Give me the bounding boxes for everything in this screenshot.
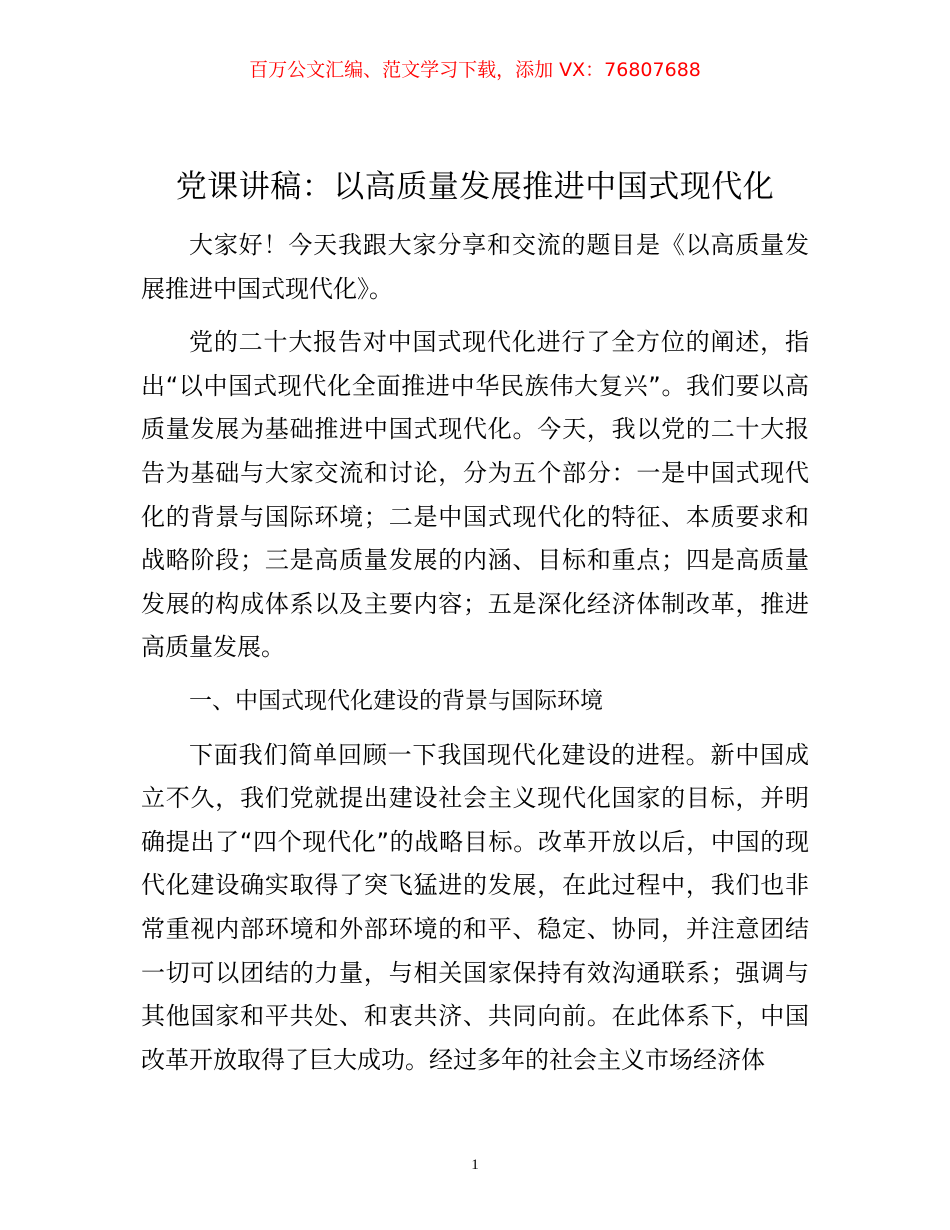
section-heading: 一、中国式现代化建设的背景与国际环境 [189,687,603,714]
header-note: 百万公文汇编、范文学习下载，添加 VX：76807688 [249,59,701,81]
document-body [141,224,809,1092]
document-title: 党课讲稿：以高质量发展推进中国式现代化 [175,169,775,205]
page-number: 1 [471,1157,479,1173]
section-paragraph: 下面我们简单回顾一下我国现代化建设的进程。新中国成立不久，我们党就提出建设社会主义现代化国家的目标，并明确提出了“四个现代化”的战略目标。改革开放以后，中国的现代化建设确实取得了突飞猛进的发展，在此过程中，我们也非常重视内部环境和外部环境的和平、稳定、协同，并注意团结一切可以团结的力量，与相关国家保持有效沟通联系；强调与其他国家和平共处、和衷共济、共同向前。在此体系下，中国改革开放取得了巨大成功。经过多年的社会主义市场经济体 [141,740,809,1074]
overview-paragraph: 党的二十大报告对中国式现代化进行了全方位的阐述，指出“以中国式现代化全面推进中华民族伟大复兴”。我们要以高质量发展为基础推进中国式现代化。今天，我以党的二十大报告为基础与大家交流和讨论，分为五个部分：一是中国式现代化的背景与国际环境；二是中国式现代化的特征、本质要求和战略阶段；三是高质量发展的内涵、目标和重点；四是高质量发展的构成体系以及主要内容；五是深化经济体制改革，推进高质量发展。 [141,328,809,662]
intro-paragraph: 大家好！今天我跟大家分享和交流的题目是《以高质量发展推进中国式现代化》。 [141,231,809,303]
